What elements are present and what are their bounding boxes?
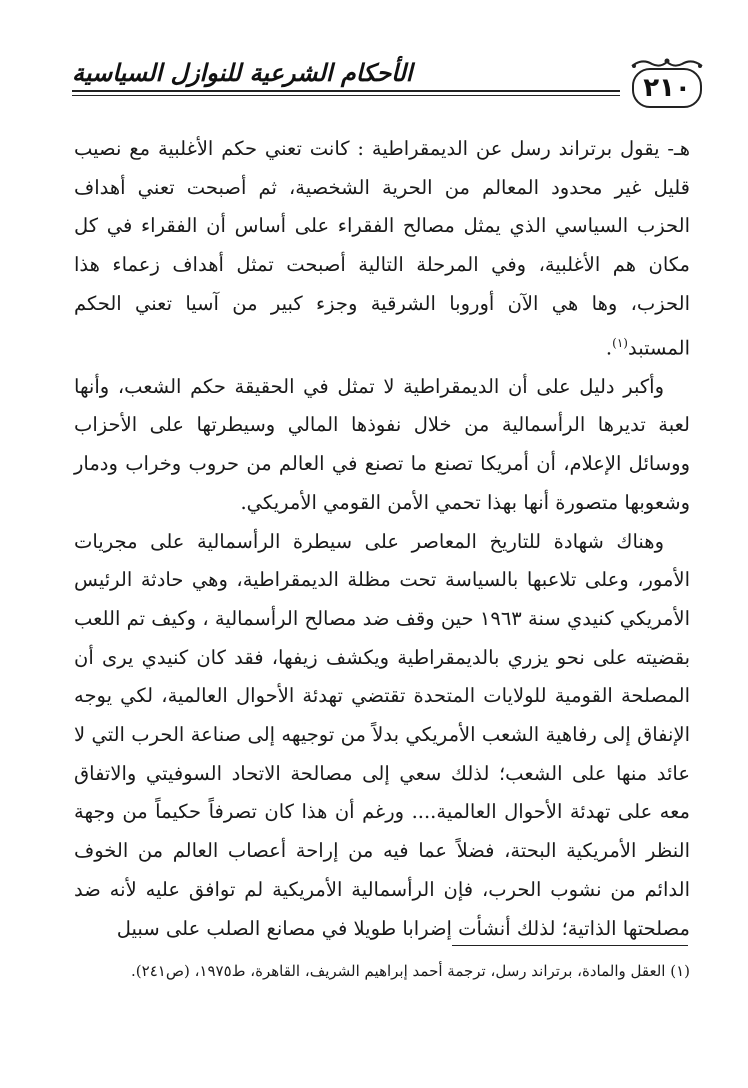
main-text bbox=[74, 130, 690, 948]
paragraph-1 bbox=[74, 130, 690, 368]
running-header-title: الأحكام الشرعية للنوازل السياسية bbox=[72, 58, 413, 87]
footnote-marker: (١) bbox=[612, 335, 628, 350]
footnote-divider bbox=[452, 945, 688, 946]
paragraph-1-text: هـ- يقول برتراند رسل عن الديمقراطية : كانت تعني حكم الأغلبية مع نصيب قليل غير محدود المعالم من الحرية الشخصية، ثم أصبحت تعني أهداف الحزب السياسي الذي يمثل مصالح الفقراء على أساس أن الفقراء في كل مكان هم الأغلبية، وفي المرحلة التالية أصبحت تمثل أهداف زعماء هذا الحزب، وها هي الآن أوروبا الشرقية وجزء كبير من آسيا تعني الحكم المستبد bbox=[74, 137, 690, 360]
header-rule-thin bbox=[72, 95, 620, 96]
paragraph-1-end: . bbox=[605, 336, 613, 360]
paragraph-3: وهناك شهادة للتاريخ المعاصر على سيطرة الرأسمالية على مجريات الأمور، وعلى تلاعبها بالسياسة تحت مظلة الديمقراطية، وهي حادثة الرئيس الأمريكي كنيدي سنة ١٩٦٣ حين وقف ضد مصالح الرأسمالية ، وكيف تم اللعب بقضيته على نحو يزري بالديمقراطية ويكشف زيفها، فقد كان كنيدي يرى أن المصلحة القومية للولايات المتحدة تقتضي تهدئة الأحوال العالمية، لكي يوجه الإنفاق إلى رفاهية الشعب الأمريكي بدلاً من توجيهه إلى صناعة الحرب التي لا عائد منها على الشعب؛ لذلك سعي إلى مصالحة الاتحاد السوفيتي والاتفاق معه على تهدئة الأحوال العالمية.... ورغم أن هذا كان تصرفاً حكيماً من وجهة النظر الأمريكية البحتة، فضلاً عما فيه من إراحة أعصاب العالم من الخوف الدائم من نشوب الحرب، فإن الرأسمالية الأمريكية لم توافق عليه لأنه ضد مصلحتها الذاتية؛ لذلك أنشأت إضرابا طويلا في مصانع الصلب على سبيل bbox=[74, 529, 690, 940]
page-number: ٢١٠ bbox=[632, 68, 702, 108]
running-header bbox=[72, 56, 712, 112]
header-rule bbox=[72, 90, 620, 92]
paragraph-2: وأكبر دليل على أن الديمقراطية لا تمثل في الحقيقة حكم الشعب، وأنها لعبة تديرها الرأسمالية من خلال نفوذها المالي وسيطرتها على الأحزاب ووسائل الإعلام، أن أمريكا تصنع ما تصنع في العالم من حروب وخراب ودمار وشعوبها متصورة أنها بهذا تحمي الأمن القومي الأمريكي. bbox=[74, 374, 690, 514]
footnote: (١) العقل والمادة، برتراند رسل، ترجمة أحمد إبراهيم الشريف، القاهرة، ط١٩٧٥، (ص٢٤١). bbox=[131, 962, 690, 980]
